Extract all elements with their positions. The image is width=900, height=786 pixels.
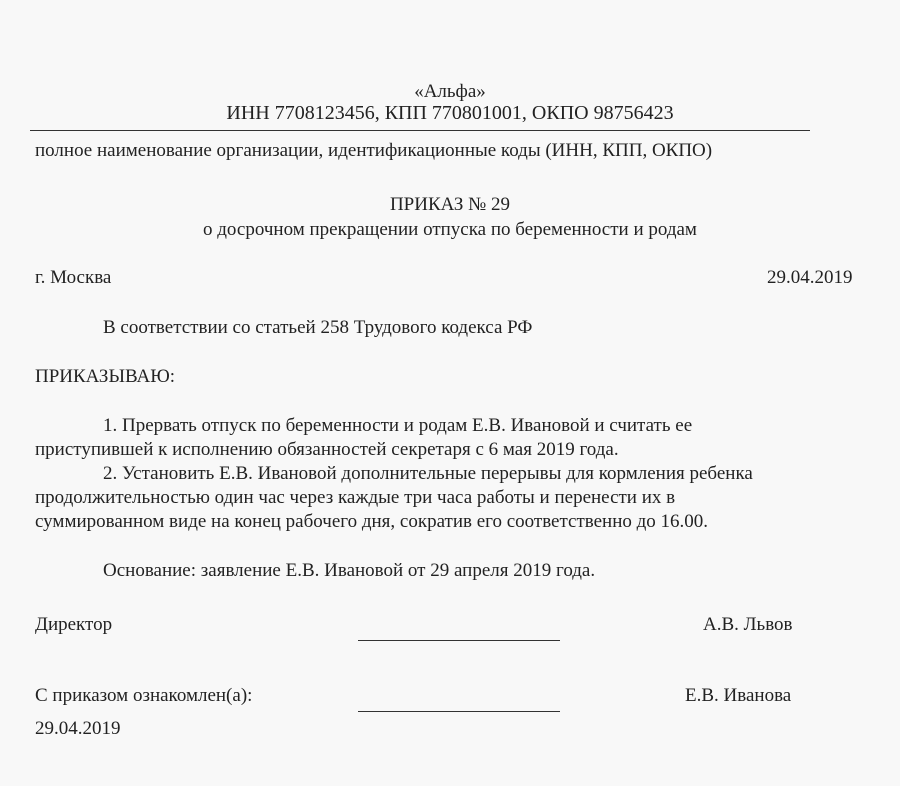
organization-caption: полное наименование организации, идентификационные коды (ИНН, КПП, ОКПО) — [35, 140, 713, 161]
order-date: 29.04.2019 — [767, 267, 853, 288]
director-name: А.В. Львов — [703, 614, 793, 635]
item-1-line-2: приступившей к исполнению обязанностей секретаря с 6 мая 2019 года. — [35, 439, 619, 460]
city: г. Москва — [35, 267, 112, 288]
director-title: Директор — [35, 614, 113, 635]
header-divider — [30, 130, 810, 131]
item-2-line-1: 2. Установить Е.В. Ивановой дополнительные перерывы для кормления ребенка — [103, 463, 753, 484]
order-subject: о досрочном прекращении отпуска по беременности и родам — [203, 219, 697, 240]
item-2-line-2: продолжительностью один час через каждые три часа работы и перенести их в — [35, 487, 676, 508]
acknowledgement-signature-line — [358, 711, 560, 712]
organization-name: «Альфа» — [414, 81, 486, 102]
basis-statement: Основание: заявление Е.В. Ивановой от 29 апреля 2019 года. — [103, 560, 596, 581]
legal-basis: В соответствии со статьей 258 Трудового кодекса РФ — [103, 317, 533, 338]
order-title: ПРИКАЗ № 29 — [389, 194, 511, 215]
item-2-line-3: суммированном виде на конец рабочего дня, сократив его соответственно до 16.00. — [35, 511, 709, 532]
item-1-line-1: 1. Прервать отпуск по беременности и родам Е.В. Ивановой и считать ее — [103, 415, 693, 436]
acknowledgement-label: С приказом ознакомлен(а): — [35, 685, 253, 706]
order-word: ПРИКАЗЫВАЮ: — [35, 366, 176, 387]
director-signature-line — [358, 640, 560, 641]
organization-codes: ИНН 7708123456, КПП 770801001, ОКПО 98756423 — [226, 102, 674, 124]
acknowledgement-date: 29.04.2019 — [35, 718, 121, 739]
employee-name: Е.В. Иванова — [685, 685, 792, 706]
